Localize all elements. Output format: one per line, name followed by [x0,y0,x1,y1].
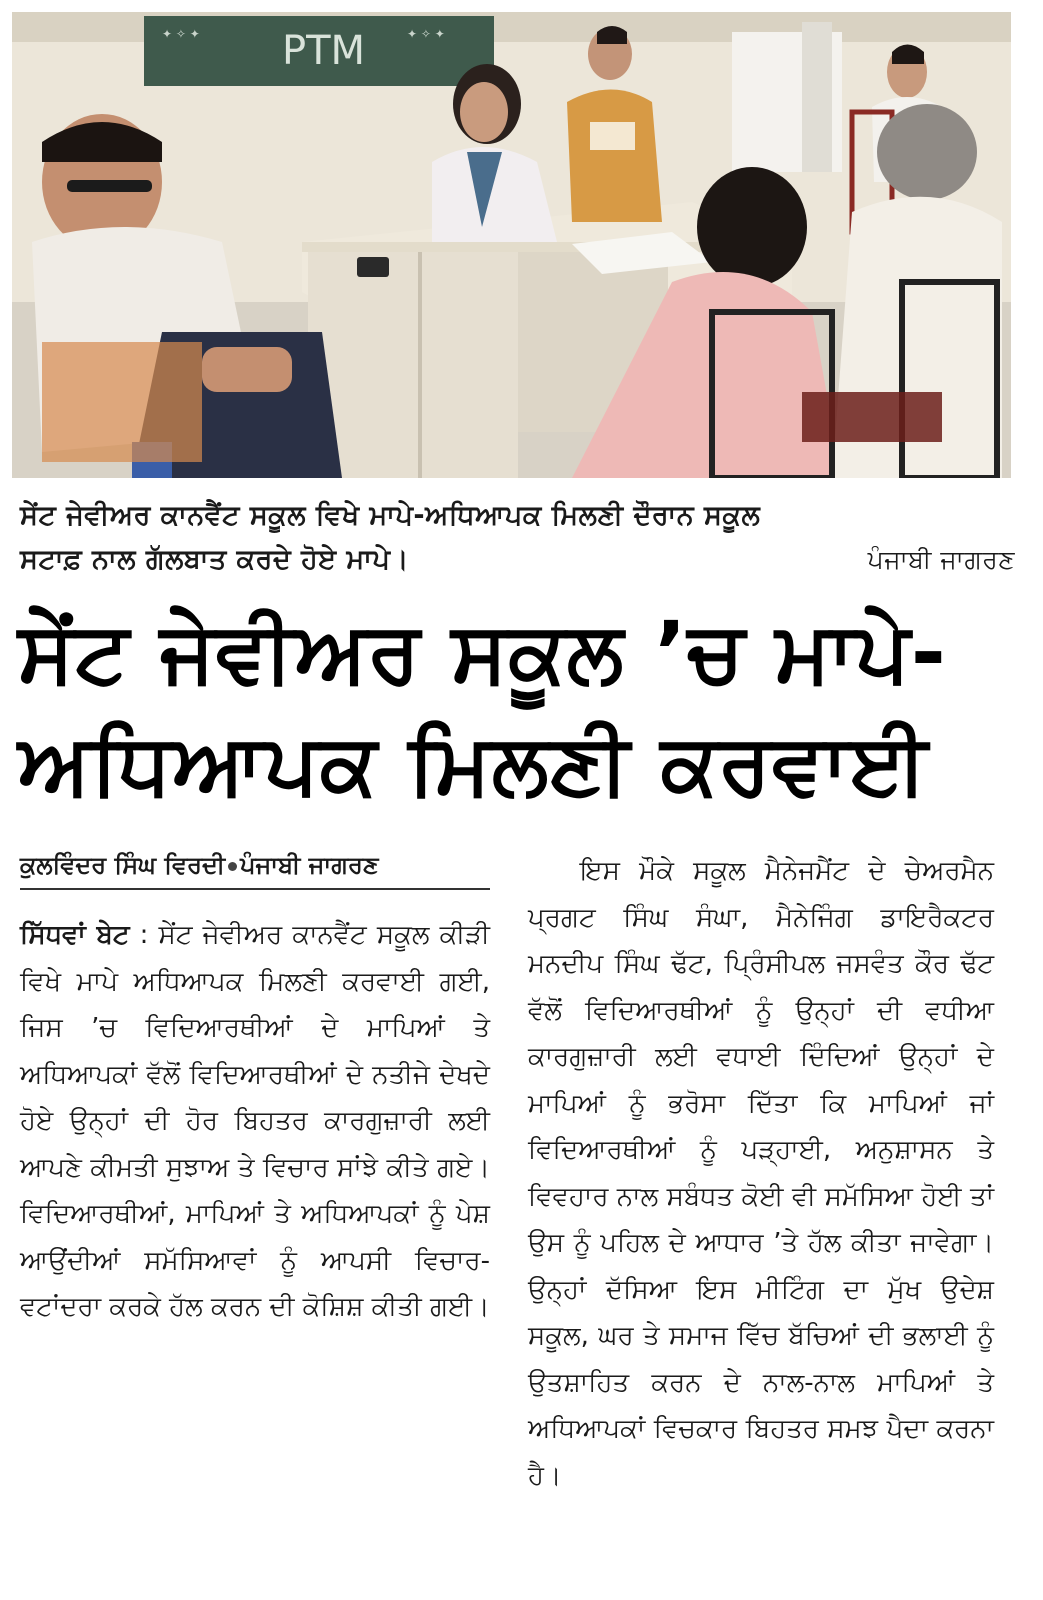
photo-caption [20,494,1015,582]
article-paragraph-2: ਇਸ ਮੌਕੇ ਸਕੂਲ ਮੈਨੇਜਮੈਂਟ ਦੇ ਚੇਅਰਮੈਨ ਪ੍ਰਗਟ ਸਿੰਘ ਸੰਘਾ, ਮੈਨੇਜਿੰਗ ਡਾਇਰੈਕਟਰ ਮਨਦੀਪ ਸਿੰਘ ਢੱਟ, ਪ੍ਰਿੰਸੀਪਲ ਜਸਵੰਤ ਕੌਰ ਢੱਟ ਵੱਲੋਂ ਵਿਦਿਆਰਥੀਆਂ ਨੂੰ ਉਨ੍ਹਾਂ ਦੀ ਵਧੀਆ ਕਾਰਗੁਜ਼ਾਰੀ ਲਈ ਵਧਾਈ ਦਿੰਦਿਆਂ ਉਨ੍ਹਾਂ ਦੇ ਮਾਪਿਆਂ ਨੂੰ ਭਰੋਸਾ ਦਿੱਤਾ ਕਿ ਮਾਪਿਆਂ ਜਾਂ ਵਿਦਿਆਰਥੀਆਂ ਨੂੰ ਪੜ੍ਹਾਈ, ਅਨੁਸ਼ਾਸਨ ਤੇ ਵਿਵਹਾਰ ਨਾਲ ਸਬੰਧਤ ਕੋਈ ਵੀ ਸਮੱਸਿਆ ਹੋਈ ਤਾਂ ਉਸ ਨੂੰ ਪਹਿਲ ਦੇ ਆਧਾਰ ’ਤੇ ਹੱਲ ਕੀਤਾ ਜਾਵੇਗਾ। ਉਨ੍ਹਾਂ ਦੱਸਿਆ ਇਸ ਮੀਟਿੰਗ ਦਾ ਮੁੱਖ ਉਦੇਸ਼ ਸਕੂਲ, ਘਰ ਤੇ ਸਮਾਜ ਵਿੱਚ ਬੱਚਿਆਂ ਦੀ ਭਲਾਈ ਨੂੰ ਉਤਸ਼ਾਹਿਤ ਕਰਨ ਦੇ ਨਾਲ-ਨਾਲ ਮਾਪਿਆਂ ਤੇ ਅਧਿਆਪਕਾਂ ਵਿਚਕਾਰ ਬਿਹਤਰ ਸਮਝ ਪੈਦਾ ਕਰਨਾ ਹੈ। [528,856,994,1491]
headline-line-1: ਸੇਂਟ ਜੇਵੀਅਰ ਸਕੂਲ ’ਚ ਮਾਪੇ- [18,603,947,701]
article-column-right [528,848,994,1499]
article-paragraph-1: ਸਿੱਧਵਾਂ ਬੇਟ : ਸੇਂਟ ਜੇਵੀਅਰ ਕਾਨਵੈਂਟ ਸਕੂਲ ਕੀੜੀ ਵਿਖੇ ਮਾਪੇ ਅਧਿਆਪਕ ਮਿਲਣੀ ਕਰਵਾਈ ਗਈ, ਜਿਸ ’ਚ ਵਿਦਿਆਰਥੀਆਂ ਦੇ ਮਾਪਿਆਂ ਤੇ ਅਧਿਆਪਕਾਂ ਵੱਲੋਂ ਵਿਦਿਆਰਥੀਆਂ ਦੇ ਨਤੀਜੇ ਦੇਖਦੇ ਹੋਏ ਉਨ੍ਹਾਂ ਦੀ ਹੋਰ ਬਿਹਤਰ ਕਾਰਗੁਜ਼ਾਰੀ ਲਈ ਆਪਣੇ ਕੀਮਤੀ ਸੁਝਾਅ ਤੇ ਵਿਚਾਰ ਸਾਂਝੇ ਕੀਤੇ ਗਏ। ਵਿਦਿਆਰਥੀਆਂ, ਮਾਪਿਆਂ ਤੇ ਅਧਿਆਪਕਾਂ ਨੂੰ ਪੇਸ਼ ਆਉਂਦੀਆਂ ਸਮੱਸਿਆਵਾਂ ਨੂੰ ਆਪਸੀ ਵਿਚਾਰ-ਵਟਾਂਦਰਾ ਕਰਕੇ ਹੱਲ ਕਰਨ ਦੀ ਕੋਸ਼ਿਸ਼ ਕੀਤੀ ਗਈ। [20,920,490,1322]
photo-credit: ਪੰਜਾਬੀ ਜਾਗਰਣ [867,545,1015,574]
headline-line-2: ਅਧਿਆਪਕ ਮਿਲਣੀ ਕਰਵਾਈ [18,715,929,813]
bullet-icon [228,862,237,871]
board-text: PTM [282,28,366,74]
paragraph-1-text: ਸੇਂਟ ਜੇਵੀਅਰ ਕਾਨਵੈਂਟ ਸਕੂਲ ਕੀੜੀ ਵਿਖੇ ਮਾਪੇ ਅਧਿਆਪਕ ਮਿਲਣੀ ਕਰਵਾਈ ਗਈ, ਜਿਸ ’ਚ ਵਿਦਿਆਰਥੀਆਂ ਦੇ ਮਾਪਿਆਂ ਤੇ ਅਧਿਆਪਕਾਂ ਵੱਲੋਂ ਵਿਦਿਆਰਥੀਆਂ ਦੇ ਨਤੀਜੇ ਦੇਖਦੇ ਹੋਏ ਉਨ੍ਹਾਂ ਦੀ ਹੋਰ ਬਿਹਤਰ ਕਾਰਗੁਜ਼ਾਰੀ ਲਈ ਆਪਣੇ ਕੀਮਤੀ ਸੁਝਾਅ ਤੇ ਵਿਚਾਰ ਸਾਂਝੇ ਕੀਤੇ ਗਏ। ਵਿਦਿਆਰਥੀਆਂ, ਮਾਪਿਆਂ ਤੇ ਅਧਿਆਪਕਾਂ ਨੂੰ ਪੇਸ਼ ਆਉਂਦੀਆਂ ਸਮੱਸਿਆਵਾਂ ਨੂੰ ਆਪਸੀ ਵਿਚਾਰ-ਵਟਾਂਦਰਾ ਕਰਕੇ ਹੱਲ ਕਰਨ ਦੀ ਕੋਸ਼ਿਸ਼ ਕੀਤੀ ਗਈ। [20,920,490,1322]
ptm-meeting-photo [12,12,1011,478]
svg-text:✦ ✧ ✦: ✦ ✧ ✦ [407,27,445,41]
byline-author: ਕੁਲਵਿੰਦਰ ਸਿੰਘ ਵਿਰਦੀ [20,851,226,879]
byline-publication: ਪੰਜਾਬੀ ਜਾਗਰਣ [240,851,379,879]
article-column-left [20,848,490,1331]
caption-line-1: ਸੇਂਟ ਜੇਵੀਅਰ ਕਾਨਵੈਂਟ ਸਕੂਲ ਵਿਖੇ ਮਾਪੇ-ਅਧਿਆਪਕ ਮਿਲਣੀ ਦੌਰਾਨ ਸਕੂਲ [20,500,761,531]
caption-line-2: ਸਟਾਫ਼ ਨਾਲ ਗੱਲਬਾਤ ਕਰਦੇ ਹੋਏ ਮਾਪੇ। [20,544,410,575]
headline [18,596,1023,820]
news-photo [12,12,1011,478]
byline [20,848,490,890]
svg-text:✦ ✧ ✦: ✦ ✧ ✦ [162,27,200,41]
dateline: ਸਿੱਧਵਾਂ ਬੇਟ [20,920,130,950]
